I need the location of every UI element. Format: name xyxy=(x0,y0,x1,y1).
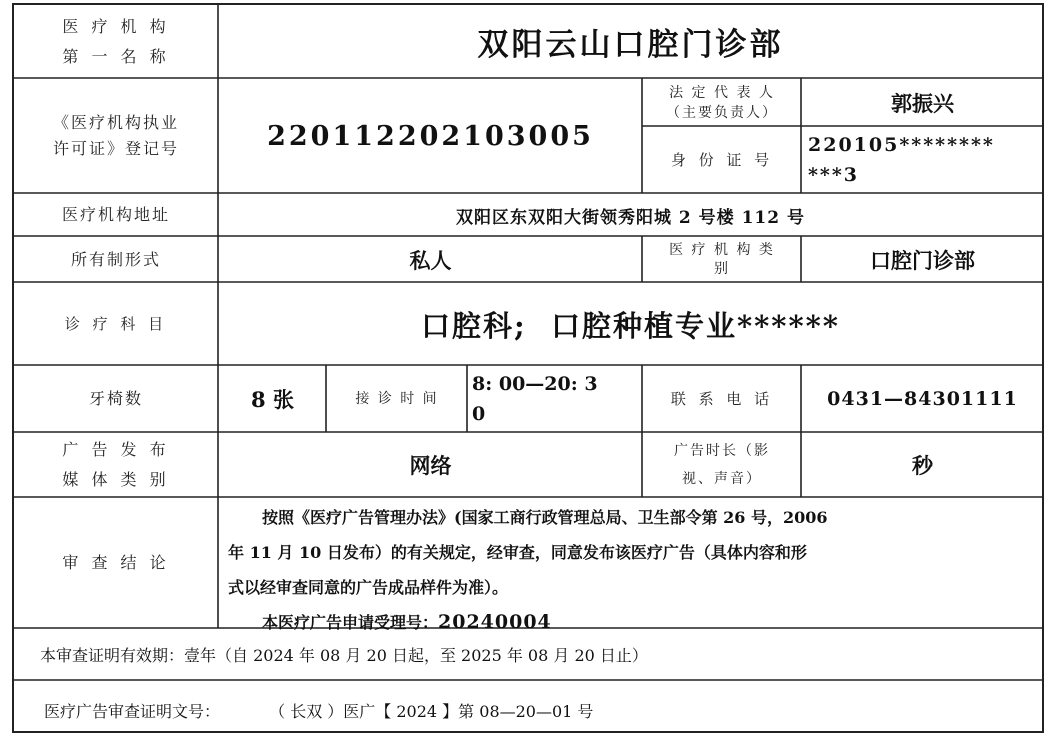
address-label: 医疗机构地址 xyxy=(61,205,170,224)
license-label: 《医疗机构执业 许可证》登记号 xyxy=(52,113,179,158)
review-line-3: 式以经审查同意的广告成品样件为准）。 xyxy=(228,578,509,597)
acceptance-number-label: 本医疗广告申请受理号： xyxy=(262,613,439,632)
legal-rep-label: 法 定 代 表 人 （主要负责人） xyxy=(666,84,778,121)
acceptance-number: 20240004 xyxy=(438,611,552,633)
institution-name-value: 双阳云山口腔门诊部 xyxy=(477,27,784,63)
ad-duration-value: 秒 xyxy=(912,453,933,478)
dental-chairs-label: 牙椅数 xyxy=(88,389,143,408)
legal-rep-value: 郭振兴 xyxy=(891,90,954,116)
ownership-label: 所有制形式 xyxy=(70,249,161,269)
ad-media-value: 网络 xyxy=(409,453,452,478)
institution-type-value: 口腔门诊部 xyxy=(870,247,975,273)
ad-duration-label: 广告时长（影 视、声音） xyxy=(674,443,770,487)
institution-name-label: 医 疗 机 构 第 一 名 称 xyxy=(62,16,170,66)
doc-number-value: （ 长双 ）医广【 2024 】第 08—20—01 号 xyxy=(269,702,594,721)
dental-chairs-value: 8 张 xyxy=(251,387,294,412)
review-conclusion-text xyxy=(228,500,1040,640)
validity-period: 本审查证明有效期：壹年（自 2024 年 08 月 20 日起，至 2025 年 08 月 20 日止） xyxy=(40,646,648,665)
acceptance-number-line xyxy=(228,605,1040,640)
phone-label: 联 系 电 话 xyxy=(670,390,774,408)
consult-time-value: 8: 00—20: 3 0 xyxy=(472,373,598,425)
institution-type-label: 医 疗 机 构 类 别 xyxy=(669,241,775,277)
review-line-1: 按照《医疗广告管理办法》(国家工商行政管理总局、卫生部令第 26 号，2006 xyxy=(262,508,828,527)
review-label: 审 查 结 论 xyxy=(62,553,170,572)
consult-time-label: 接 诊 时 间 xyxy=(355,391,439,407)
doc-number-line xyxy=(44,699,593,722)
departments-value: 口腔科; 口腔种植专业****** xyxy=(421,308,840,343)
address-value: 双阳区东双阳大街领秀阳城 2 号楼 112 号 xyxy=(456,207,805,228)
review-line-2: 年 11 月 10 日发布）的有关规定，经审查，同意发布该医疗广告（具体内容和形 xyxy=(228,543,807,562)
id-number-label: 身 份 证 号 xyxy=(670,151,774,169)
doc-number-label: 医疗广告审查证明文号： xyxy=(44,702,221,721)
ad-media-label: 广 告 发 布 媒 体 类 别 xyxy=(62,440,170,489)
id-number-value: 220105******** ***3 xyxy=(808,134,995,186)
phone-value: 0431—84301111 xyxy=(827,388,1018,410)
departments-label: 诊 疗 科 目 xyxy=(64,315,168,333)
license-reg-number: 220112202103005 xyxy=(267,120,594,152)
ownership-value: 私人 xyxy=(409,247,452,273)
